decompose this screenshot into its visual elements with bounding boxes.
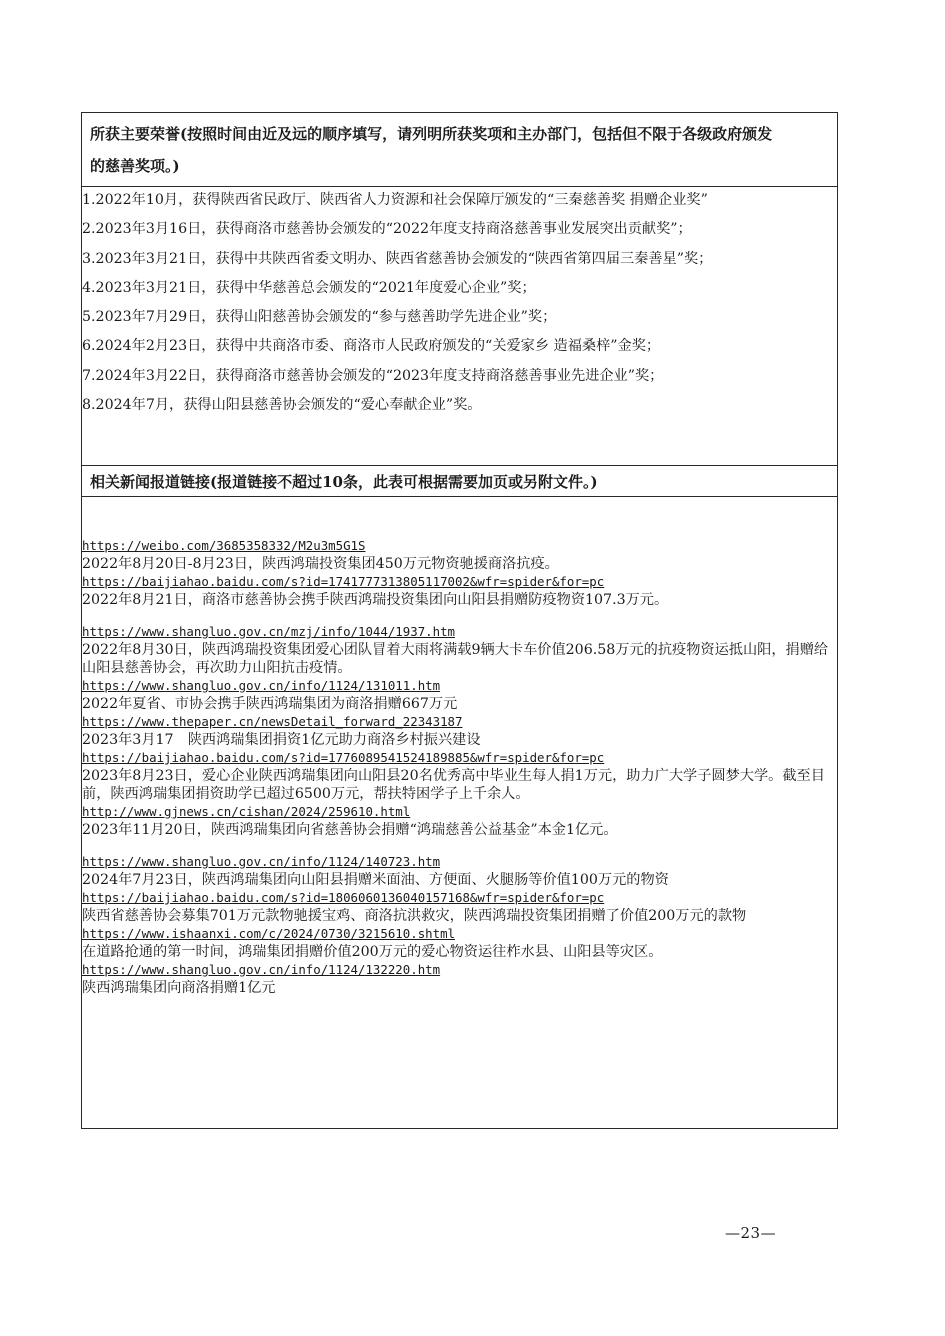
- news-entry: [82, 853, 834, 889]
- news-entry: [82, 713, 834, 749]
- news-entry: [82, 573, 834, 609]
- news-description: 陕西鸿瑞集团向商洛捐赠1亿元: [82, 980, 276, 996]
- news-link[interactable]: https://www.shangluo.gov.cn/info/1124/140723.htm: [82, 854, 441, 869]
- table-divider: [81, 465, 838, 466]
- news-description: 2023年3月17 陕西鸿瑞集团捐资1亿元助力商洛乡村振兴建设: [82, 732, 481, 748]
- news-description: 2022年8月20日-8月23日，陕西鸿瑞投资集团450万元物资驰援商洛抗疫。: [82, 556, 559, 572]
- news-description: 2024年7月23日，陕西鸿瑞集团向山阳县捐赠米面油、方便面、火腿肠等价值100万元的物资: [82, 872, 669, 888]
- honors-list: [82, 186, 834, 420]
- honors-header-line: 的慈善奖项。): [90, 157, 180, 175]
- honors-section-header: [90, 118, 830, 182]
- honor-item: 6.2024年2月23日，获得中共商洛市委、商洛市人民政府颁发的“关爱家乡 造福桑梓”金奖；: [82, 338, 661, 355]
- news-link[interactable]: https://www.shangluo.gov.cn/mzj/info/1044/1937.htm: [82, 624, 455, 639]
- news-description: 陕西省慈善协会募集701万元款物驰援宝鸡、商洛抗洪救灾，陕西鸿瑞投资集团捐赠了价值200万元的款物: [82, 908, 747, 924]
- honor-item: 7.2024年3月22日，获得商洛市慈善协会颁发的“2023年度支持商洛慈善事业先进企业”奖；: [82, 367, 664, 384]
- spacer: [82, 839, 834, 853]
- news-link[interactable]: https://weibo.com/3685358332/M2u3m5G1S: [82, 538, 366, 553]
- news-link[interactable]: https://baijiahao.baidu.com/s?id=1806060136040157168&wfr=spider&for=pc: [82, 890, 605, 905]
- news-description: 2023年11月20日，陕西鸿瑞集团向省慈善协会捐赠“鸿瑞慈善公益基金”本金1亿元。: [82, 822, 618, 838]
- news-entry: [82, 623, 834, 677]
- news-entry: [82, 749, 834, 803]
- news-list: [82, 537, 834, 997]
- news-description: 在道路抢通的第一时间，鸿瑞集团捐赠价值200万元的爱心物资运往柞水县、山阳县等灾区。: [82, 944, 663, 960]
- news-description: 2022年夏省、市协会携手陕西鸿瑞集团为商洛捐赠667万元: [82, 696, 458, 712]
- spacer: [82, 609, 834, 623]
- news-description: 2022年8月21日，商洛市慈善协会携手陕西鸿瑞投资集团向山阳县捐赠防疫物资107.3万元。: [82, 592, 669, 608]
- news-description: 2023年8月23日，爱心企业陕西鸿瑞集团向山阳县20名优秀高中毕业生每人捐1万元，助力广大学子圆梦大学。截至目前，陕西鸿瑞集团捐资助学已超过6500万元，帮扶特困学子上千余人。: [82, 768, 825, 802]
- news-link[interactable]: https://www.ishaanxi.com/c/2024/0730/3215610.shtml: [82, 926, 455, 941]
- honor-item: 3.2023年3月21日，获得中共陕西省委文明办、陕西省慈善协会颁发的“陕西省第四届三秦善星”奖；: [82, 250, 713, 267]
- news-entry: [82, 803, 834, 839]
- page-number: —23—: [725, 1224, 777, 1242]
- news-description: 2022年8月30日，陕西鸿瑞投资集团爱心团队冒着大雨将满载9辆大卡车价值206.58万元的抗疫物资运抵山阳，捐赠给山阳县慈善协会，再次助力山阳抗击疫情。: [82, 642, 829, 676]
- news-entry: [82, 677, 834, 713]
- news-entry: [82, 925, 834, 961]
- news-link[interactable]: https://www.shangluo.gov.cn/info/1124/131011.htm: [82, 678, 441, 693]
- honor-item: 2.2023年3月16日，获得商洛市慈善协会颁发的“2022年度支持商洛慈善事业发展突出贡献奖”；: [82, 221, 692, 238]
- news-link[interactable]: https://www.shangluo.gov.cn/info/1124/132220.htm: [82, 962, 441, 977]
- news-section-header: 相关新闻报道链接(报道链接不超过10条，此表可根据需要加页或另附文件。): [90, 473, 598, 491]
- honors-header-line: 所获主要荣誉(按照时间由近及远的顺序填写，请列明所获奖项和主办部门，包括但不限于各级政府颁发: [90, 125, 773, 143]
- news-link[interactable]: https://baijiahao.baidu.com/s?id=1741777313805117002&wfr=spider&for=pc: [82, 574, 605, 589]
- honor-item: 5.2023年7月29日，获得山阳慈善协会颁发的“参与慈善助学先进企业”奖；: [82, 309, 557, 326]
- news-link[interactable]: https://www.thepaper.cn/newsDetail_forward_22343187: [82, 714, 463, 729]
- news-link[interactable]: https://baijiahao.baidu.com/s?id=1776089541524189885&wfr=spider&for=pc: [82, 750, 605, 765]
- honor-item: 8.2024年7月，获得山阳县慈善协会颁发的“爱心奉献企业”奖。: [82, 397, 482, 414]
- news-entry: [82, 889, 834, 925]
- news-entry: [82, 537, 834, 573]
- honor-item: 1.2022年10月，获得陕西省民政厅、陕西省人力资源和社会保障厅颁发的“三秦慈善奖 捐赠企业奖”: [82, 192, 708, 208]
- table-divider: [81, 496, 838, 497]
- honor-item: 4.2023年3月21日，获得中华慈善总会颁发的“2021年度爱心企业”奖；: [82, 279, 536, 296]
- news-entry: [82, 961, 834, 997]
- news-link[interactable]: http://www.gjnews.cn/cishan/2024/259610.html: [82, 804, 411, 819]
